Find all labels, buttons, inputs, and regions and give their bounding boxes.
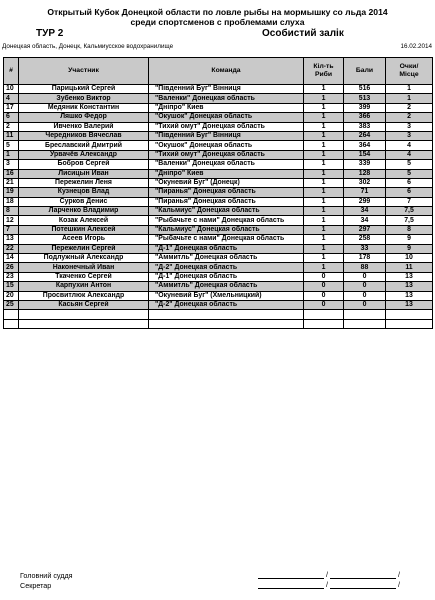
cell-participant: Касьян Сергей — [19, 300, 149, 309]
empty-cell — [304, 310, 344, 319]
cell-participant: Просвитлюк Александр — [19, 291, 149, 300]
cell-fish-count: 0 — [304, 300, 344, 309]
table-row — [4, 272, 433, 281]
cell-place: 10 — [386, 254, 433, 263]
cell-place: 13 — [386, 272, 433, 281]
cell-number: 23 — [4, 272, 19, 281]
cell-participant: Медяник Константин — [19, 103, 149, 112]
table-row — [4, 254, 433, 263]
empty-cell — [344, 319, 386, 328]
cell-points: 71 — [344, 188, 386, 197]
col-header-team: Команда — [149, 58, 304, 85]
cell-place: 3 — [386, 131, 433, 140]
empty-row — [4, 319, 433, 328]
cell-points: 128 — [344, 169, 386, 178]
round-label: ТУР 2 — [36, 28, 64, 39]
empty-cell — [386, 310, 433, 319]
col-header-number: # — [4, 58, 19, 85]
table-row — [4, 244, 433, 253]
secretary-separator-2: / — [398, 580, 400, 589]
cell-team: "Кальмиус" Донецкая область — [149, 207, 304, 216]
cell-team: "Південний Буг" Вінниця — [149, 131, 304, 140]
empty-cell — [19, 310, 149, 319]
secretary-separator-1: / — [326, 580, 328, 589]
cell-points: 0 — [344, 291, 386, 300]
cell-participant: Сурков Денис — [19, 197, 149, 206]
table-row — [4, 178, 433, 187]
table-row — [4, 188, 433, 197]
cell-place: 9 — [386, 244, 433, 253]
cell-fish-count: 1 — [304, 150, 344, 159]
cell-number: 15 — [4, 282, 19, 291]
cell-points: 364 — [344, 141, 386, 150]
cell-number: 18 — [4, 197, 19, 206]
table-row — [4, 169, 433, 178]
empty-cell — [386, 319, 433, 328]
cell-points: 302 — [344, 178, 386, 187]
cell-number: 25 — [4, 300, 19, 309]
col-header-fish-count — [304, 58, 344, 85]
cell-place: 13 — [386, 291, 433, 300]
empty-cell — [4, 319, 19, 328]
cell-participant: Урвачёв Александр — [19, 150, 149, 159]
empty-cell — [344, 310, 386, 319]
judge-separator-2: / — [398, 570, 400, 579]
cell-team: "Рыбачьте с нами" Донецкая область — [149, 216, 304, 225]
cell-team: "Рыбачьте с нами" Донецкая область — [149, 235, 304, 244]
cell-place: 5 — [386, 160, 433, 169]
cell-participant: Парицький Сергей — [19, 85, 149, 94]
table-row — [4, 197, 433, 206]
col-header-place-line2: Місце — [399, 71, 419, 78]
cell-participant: Карпухин Антон — [19, 282, 149, 291]
table-row — [4, 300, 433, 309]
cell-participant: Ляшко Федор — [19, 113, 149, 122]
cell-participant: Чередников Вячеслав — [19, 131, 149, 140]
cell-number: 1 — [4, 150, 19, 159]
cell-participant: Пережелин Леня — [19, 178, 149, 187]
table-row — [4, 225, 433, 234]
cell-team: "Окуневий Буг" (Донецк) — [149, 178, 304, 187]
cell-participant: Кузнецов Влад — [19, 188, 149, 197]
cell-fish-count: 1 — [304, 244, 344, 253]
secretary-name-line — [330, 588, 396, 589]
cell-points: 297 — [344, 225, 386, 234]
table-row — [4, 207, 433, 216]
cell-place: 11 — [386, 263, 433, 272]
col-header-place — [386, 58, 433, 85]
table-row — [4, 122, 433, 131]
cell-place: 8 — [386, 225, 433, 234]
cell-number: 11 — [4, 131, 19, 140]
empty-row — [4, 310, 433, 319]
cell-place: 7,5 — [386, 216, 433, 225]
cell-number: 2 — [4, 122, 19, 131]
cell-place: 7 — [386, 197, 433, 206]
cell-points: 339 — [344, 160, 386, 169]
table-row — [4, 131, 433, 140]
secretary-signature-line — [258, 588, 324, 589]
cell-number: 6 — [4, 113, 19, 122]
cell-fish-count: 1 — [304, 131, 344, 140]
cell-place: 13 — [386, 300, 433, 309]
cell-points: 33 — [344, 244, 386, 253]
cell-team: "Валенки" Донецкая область — [149, 94, 304, 103]
table-row — [4, 291, 433, 300]
cell-points: 264 — [344, 131, 386, 140]
cell-team: "Дніпро" Киев — [149, 169, 304, 178]
cell-team: "Аммитль" Донецкая область — [149, 282, 304, 291]
cell-place: 9 — [386, 235, 433, 244]
cell-points: 383 — [344, 122, 386, 131]
empty-cell — [304, 319, 344, 328]
cell-participant: Ивченко Валерий — [19, 122, 149, 131]
cell-number: 20 — [4, 291, 19, 300]
table-row — [4, 103, 433, 112]
cell-place: 1 — [386, 85, 433, 94]
cell-number: 3 — [4, 160, 19, 169]
cell-team: "Окушок" Донецкая область — [149, 113, 304, 122]
cell-number: 13 — [4, 235, 19, 244]
cell-place: 6 — [386, 188, 433, 197]
cell-fish-count: 0 — [304, 291, 344, 300]
table-row — [4, 150, 433, 159]
cell-team: "Д-2" Донецкая область — [149, 263, 304, 272]
cell-participant: Потешкин Алексей — [19, 225, 149, 234]
title-line-1: Открытый Кубок Донецкой области по ловле рыбы на мормышку со льда 2014 — [47, 7, 388, 17]
table-row — [4, 282, 433, 291]
cell-points: 0 — [344, 300, 386, 309]
cell-points: 516 — [344, 85, 386, 94]
cell-participant: Наконечный Иван — [19, 263, 149, 272]
results-table — [3, 57, 433, 329]
cell-number: 19 — [4, 188, 19, 197]
cell-participant: Зубенко Виктор — [19, 94, 149, 103]
cell-points: 258 — [344, 235, 386, 244]
table-row — [4, 94, 433, 103]
table-row — [4, 160, 433, 169]
empty-cell — [149, 319, 304, 328]
empty-cell — [19, 319, 149, 328]
empty-cell — [4, 310, 19, 319]
cell-fish-count: 0 — [304, 282, 344, 291]
cell-participant: Ларченко Владимир — [19, 207, 149, 216]
col-header-place-line1: Очки/ — [399, 63, 419, 70]
cell-team: "Д-2" Донецкая область — [149, 300, 304, 309]
cell-points: 154 — [344, 150, 386, 159]
cell-fish-count: 1 — [304, 197, 344, 206]
cell-fish-count: 1 — [304, 263, 344, 272]
col-header-participant: Участник — [19, 58, 149, 85]
cell-team: "Пиранья" Донецкая область — [149, 188, 304, 197]
cell-place: 4 — [386, 150, 433, 159]
cell-points: 0 — [344, 272, 386, 281]
cell-points: 399 — [344, 103, 386, 112]
cell-number: 16 — [4, 169, 19, 178]
cell-fish-count: 1 — [304, 207, 344, 216]
table-row — [4, 263, 433, 272]
cell-team: "Аммитль" Донецкая область — [149, 254, 304, 263]
cell-number: 8 — [4, 207, 19, 216]
cell-place: 2 — [386, 113, 433, 122]
cell-fish-count: 1 — [304, 178, 344, 187]
cell-fish-count: 1 — [304, 225, 344, 234]
classification-label: Особистий залік — [262, 28, 344, 39]
cell-number: 22 — [4, 244, 19, 253]
table-header-row — [4, 58, 433, 85]
cell-fish-count: 1 — [304, 113, 344, 122]
judge-name-line — [330, 578, 396, 579]
results-body — [4, 85, 433, 329]
cell-team: "Тихий омут" Донецкая область — [149, 122, 304, 131]
cell-place: 13 — [386, 282, 433, 291]
cell-participant: Бреславский Дмитрий — [19, 141, 149, 150]
cell-points: 34 — [344, 216, 386, 225]
cell-fish-count: 1 — [304, 169, 344, 178]
cell-points: 513 — [344, 94, 386, 103]
col-header-fish-line1: Кіл-ть — [313, 63, 334, 70]
judge-separator-1: / — [326, 570, 328, 579]
cell-fish-count: 1 — [304, 235, 344, 244]
cell-fish-count: 1 — [304, 188, 344, 197]
cell-participant: Подлужный Александр — [19, 254, 149, 263]
cell-team: "Південний Буг" Вінниця — [149, 85, 304, 94]
cell-number: 14 — [4, 254, 19, 263]
location-text: Донецкая область, Донецк, Кальмиусское водохранилище — [2, 43, 174, 50]
table-row — [4, 235, 433, 244]
title-line-2: среди спортсменов с проблемами слуха — [130, 17, 305, 27]
cell-number: 21 — [4, 178, 19, 187]
cell-team: "Валенки" Донецкая область — [149, 160, 304, 169]
cell-number: 10 — [4, 85, 19, 94]
cell-participant: Ткаченко Сергей — [19, 272, 149, 281]
cell-team: "Дніпро" Киев — [149, 103, 304, 112]
cell-place: 1 — [386, 94, 433, 103]
cell-number: 26 — [4, 263, 19, 272]
cell-number: 4 — [4, 94, 19, 103]
cell-participant: Пережелин Сергей — [19, 244, 149, 253]
cell-fish-count: 1 — [304, 254, 344, 263]
cell-points: 88 — [344, 263, 386, 272]
cell-fish-count: 1 — [304, 103, 344, 112]
cell-place: 4 — [386, 141, 433, 150]
cell-place: 2 — [386, 103, 433, 112]
cell-participant: Козак Алексей — [19, 216, 149, 225]
cell-participant: Асеев Игорь — [19, 235, 149, 244]
cell-place: 7,5 — [386, 207, 433, 216]
judge-signature-line — [258, 578, 324, 579]
cell-place: 5 — [386, 169, 433, 178]
cell-fish-count: 1 — [304, 141, 344, 150]
cell-team: "Пиранья" Донецкая область — [149, 197, 304, 206]
cell-fish-count: 1 — [304, 85, 344, 94]
document-title — [0, 7, 435, 27]
cell-number: 5 — [4, 141, 19, 150]
cell-team: "Кальмиус" Донецкая область — [149, 225, 304, 234]
cell-team: "Д-1" Донецкая область — [149, 272, 304, 281]
cell-number: 7 — [4, 225, 19, 234]
cell-team: "Тихий омут" Донецкая область — [149, 150, 304, 159]
table-row — [4, 85, 433, 94]
table-row — [4, 216, 433, 225]
cell-number: 17 — [4, 103, 19, 112]
cell-number: 12 — [4, 216, 19, 225]
cell-participant: Лисицын Иван — [19, 169, 149, 178]
judge-label: Головний суддя — [20, 571, 73, 580]
cell-team: "Окушок" Донецкая область — [149, 141, 304, 150]
cell-points: 0 — [344, 282, 386, 291]
table-row — [4, 113, 433, 122]
cell-points: 299 — [344, 197, 386, 206]
cell-team: "Д-1" Донецкая область — [149, 244, 304, 253]
secretary-label: Секретар — [20, 581, 52, 590]
cell-points: 366 — [344, 113, 386, 122]
empty-cell — [149, 310, 304, 319]
cell-fish-count: 1 — [304, 94, 344, 103]
date-text: 16.02.2014 — [400, 43, 432, 50]
cell-participant: Бобров Сергей — [19, 160, 149, 169]
cell-fish-count: 1 — [304, 122, 344, 131]
cell-fish-count: 0 — [304, 272, 344, 281]
cell-team: "Окуневий Буг" (Хмельницкий) — [149, 291, 304, 300]
cell-points: 178 — [344, 254, 386, 263]
cell-fish-count: 1 — [304, 216, 344, 225]
col-header-points: Бали — [344, 58, 386, 85]
table-row — [4, 141, 433, 150]
cell-place: 6 — [386, 178, 433, 187]
cell-fish-count: 1 — [304, 160, 344, 169]
cell-points: 34 — [344, 207, 386, 216]
cell-place: 3 — [386, 122, 433, 131]
col-header-fish-line2: Риби — [314, 71, 333, 78]
